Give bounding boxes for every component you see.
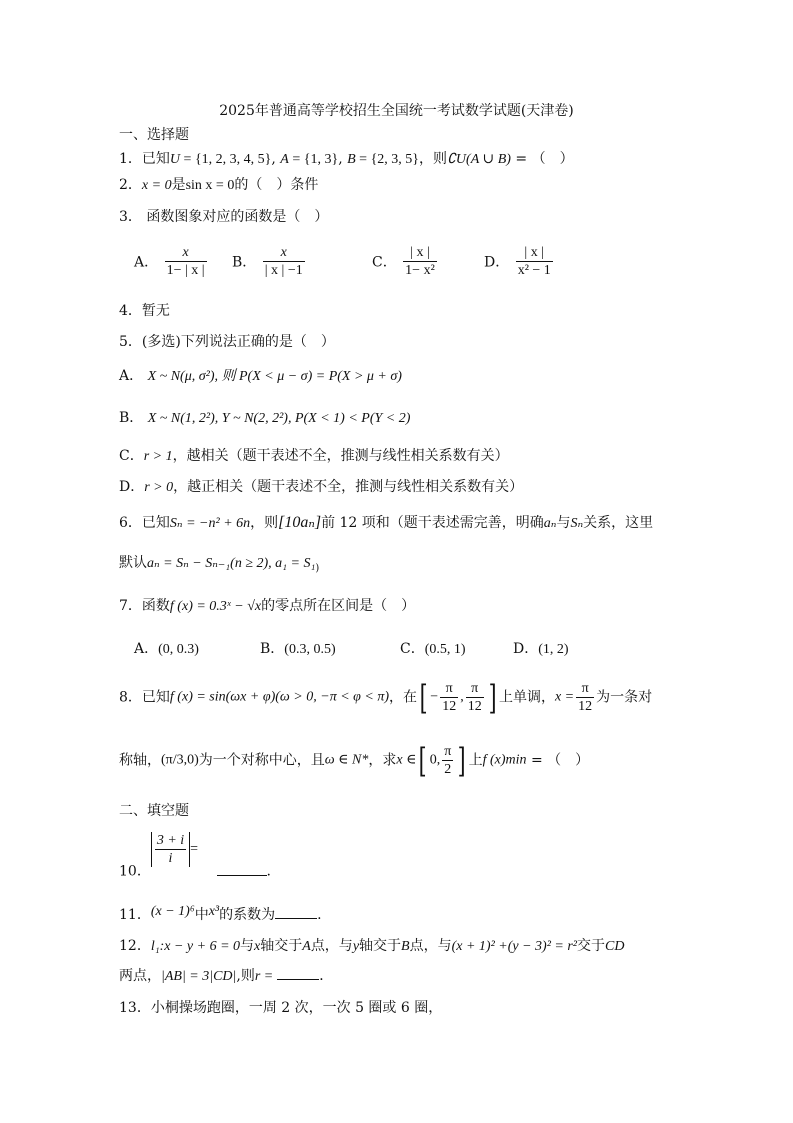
q3-option-d-letter: D． [484, 254, 510, 271]
q1-expression: ∁U(A ∪ B) [447, 152, 511, 167]
q2-condition-1: x = 0 [141, 178, 172, 193]
q3-option-a-numerator: x [182, 245, 189, 260]
q3-option-b-letter: B． [232, 254, 257, 271]
q1-set-b: B [347, 152, 356, 167]
q7-option-b [260, 638, 336, 658]
q6-an: aₙ [543, 516, 557, 531]
question-11 [119, 903, 322, 924]
q7-option-c-letter: C． [400, 641, 425, 657]
q6-close-paren: ) [315, 562, 320, 574]
q8-interval-right-numerator: π [471, 681, 479, 696]
question-4: 4．暂无 [119, 303, 170, 319]
q11-label: 11． [119, 907, 151, 923]
q3-option-b-fraction [263, 244, 305, 279]
q10-equals: = [190, 841, 199, 857]
q8-interval-comma: , [460, 689, 464, 705]
q12-points-cd: CD [605, 939, 625, 954]
q8-x-in: x ∈ [396, 752, 417, 768]
q12-period: ． [319, 968, 334, 984]
q11-tail: 的系数为 [219, 907, 276, 923]
question-1: 1．已知U = {1, 2, 3, 4, 5}, A = {1, 3}, B = {2, 3, 5}，则∁U(A ∪ B) = （ ） [119, 151, 574, 167]
q8-axis-fraction [576, 680, 594, 715]
question-2 [119, 176, 318, 195]
q11-x-cubed: x³ [208, 904, 220, 919]
q12-answer-blank[interactable] [277, 979, 319, 980]
q3-option-c [372, 244, 439, 279]
q7-option-b-letter: B． [260, 641, 285, 657]
q7-tail: 的零点所在区间是（ ） [261, 598, 416, 614]
q5-option-a-math: X ~ N(μ, σ²), 则 P(X < μ − σ) = P(X > μ + σ) [147, 369, 402, 384]
q5-option-c-math: r > 1 [143, 449, 173, 464]
q10-answer-blank[interactable] [217, 875, 267, 876]
q8-center-text: 为一个对称中心，且 [198, 752, 325, 769]
q12-circle-equation: (x + 1)² +(y − 3)² = r² [451, 939, 577, 954]
question-12-line-1 [119, 937, 624, 956]
q1-label: 1．已知 [119, 151, 170, 167]
q1-tail: = （ ） [510, 151, 574, 167]
q6-sn-formula: Sₙ = −n² + 6n [169, 516, 251, 531]
q8-f-min: f (x)min [482, 752, 527, 768]
q12-meet-3: 交于 [577, 938, 605, 954]
q10-numerator: 3 + i [156, 833, 185, 848]
q5-option-b-letter: B． [119, 410, 144, 426]
q8-interval-left-fraction [440, 680, 458, 715]
question-12-line-2 [119, 967, 333, 986]
q6-intro: 6．已知 [119, 515, 170, 531]
q8-interval-right-bracket: ] [488, 677, 497, 718]
q2-mid: 是 [171, 177, 186, 193]
q8-omega-set: ω ∈ N* [324, 752, 369, 768]
q5-option-b-math: X ~ N(1, 2²), Y ~ N(2, 2²), P(X < 1) < P(Y < 2) [147, 411, 411, 426]
q6-relation-note: 关系，这里 [583, 515, 654, 531]
q5-option-c [119, 447, 509, 466]
q8-range-numerator: π [444, 744, 452, 759]
q5-option-c-text: ，越相关（题干表述不全，推测与线性相关系数有关） [172, 448, 509, 464]
q8-axis-x: x = [554, 689, 575, 705]
q5-option-b [119, 409, 410, 428]
question-5: 5．(多选)下列说法正确的是（ ） [119, 334, 335, 350]
q11-in: 中 [194, 907, 209, 923]
q8-on: ，在 [389, 689, 418, 706]
q7-option-c [400, 638, 466, 658]
question-7 [119, 597, 415, 616]
q7-option-b-value: (0.3, 0.5) [284, 642, 336, 657]
q12-line-equation: l₁:x − y + 6 = 0 [150, 939, 241, 954]
q1-set-u-value: = {1, 2, 3, 4, 5} [180, 152, 272, 167]
question-8-line-1 [119, 677, 653, 718]
q12-then: ,则 [236, 968, 255, 984]
q8-symmetry-center: (π/3,0) [161, 752, 199, 768]
q6-then: ，则 [250, 515, 279, 531]
q3-option-d-fraction [516, 244, 553, 279]
q12-meet-1: 轴交于 [260, 938, 303, 954]
q12-two-points: 两点， [119, 968, 161, 984]
q8-minus-sign: − [430, 689, 439, 705]
q3-option-a-denominator: 1− | x | [166, 263, 205, 278]
q5-option-c-letter: C． [119, 448, 144, 464]
q2-label: 2． [119, 177, 142, 193]
section-heading-choice: 一、选择题 [119, 127, 189, 143]
q8-interval-right-fraction [466, 680, 484, 715]
q8-interval-left-bracket: [ [419, 677, 428, 718]
q12-point-text-1: 点，与 [310, 938, 353, 954]
q12-x-axis: x [254, 939, 261, 954]
q8-on-text: 上 [468, 752, 483, 769]
q8-axis-cont: 称轴， [119, 752, 161, 769]
q5-option-d-letter: D． [119, 479, 145, 495]
q5-option-d-text: ，越正相关（题干表述不全，推测与线性相关系数有关） [173, 479, 524, 495]
q5-option-a-letter: A． [119, 368, 144, 384]
q6-an-formula: aₙ = Sₙ − Sₙ₋₁(n ≥ 2), a₁ = S₁ [147, 556, 316, 571]
q5-option-d-math: r > 0 [144, 480, 174, 495]
q12-point-a: A [302, 939, 311, 954]
section-heading-fill: 二、填空题 [119, 803, 189, 819]
question-13: 13．小桐操场跑圈，一周 2 次，一次 5 圈或 6 圈， [119, 1000, 443, 1016]
question-6-line-1 [119, 514, 653, 533]
q1-set-b-value: = {2, 3, 5} [355, 152, 420, 167]
q12-r: r = [254, 969, 274, 984]
q8-axis-denominator: 12 [578, 699, 593, 714]
q3-option-c-fraction [403, 244, 437, 279]
q8-tail: = （ ） [526, 752, 590, 769]
q3-option-b-numerator: x [280, 245, 287, 260]
q10-absolute-value [151, 832, 190, 867]
q3-option-d [484, 244, 555, 279]
q3-option-a [134, 244, 209, 279]
q1-set-a: A [280, 152, 289, 167]
q8-interval-right-denominator: 12 [467, 699, 482, 714]
q8-find: ，求 [368, 752, 397, 769]
q8-range-fraction [442, 743, 453, 778]
q12-label: 12． [119, 938, 151, 954]
q7-option-d-letter: D． [513, 641, 539, 657]
q10-period: . [266, 863, 271, 880]
q12-y-axis: y [352, 939, 360, 954]
q3-option-a-fraction [165, 244, 207, 279]
q7-option-a-letter: A． [134, 641, 159, 657]
q12-point-text-2: 点，与 [409, 938, 452, 954]
q7-option-d-value: (1, 2) [538, 642, 569, 657]
question-6-line-2 [119, 554, 319, 578]
q3-option-a-letter: A． [134, 254, 159, 271]
q7-option-d [513, 638, 569, 658]
q10-denominator: i [155, 849, 186, 867]
q10-fraction [155, 832, 186, 867]
q3-option-c-letter: C． [372, 254, 397, 271]
q8-monotone: 上单调， [498, 689, 555, 706]
q8-intro: 8．已知 [119, 689, 170, 706]
q6-default: 默认 [119, 555, 147, 571]
q5-option-a [119, 367, 402, 386]
q1-set-a-value: = {1, 3} [288, 152, 339, 167]
q8-range-right-bracket: ] [457, 740, 466, 781]
q6-and: 与 [556, 515, 571, 531]
q8-interval-left-denominator: 12 [442, 699, 457, 714]
q8-function: f (x) = sin(ωx + φ)(ω > 0, −π < φ < π) [169, 689, 390, 705]
q6-floor-expression: [10aₙ] [278, 514, 322, 531]
q7-option-c-value: (0.5, 1) [424, 642, 466, 657]
q12-meet-2: 轴交于 [359, 938, 402, 954]
q7-label: 7．函数 [119, 598, 170, 614]
q8-interval-left-numerator: π [445, 681, 453, 696]
q8-axis-text: 为一条对 [596, 689, 653, 706]
q8-range-zero: 0, [429, 752, 441, 768]
q3-option-c-denominator: 1− x² [405, 263, 435, 278]
question-8-line-2 [119, 740, 590, 781]
q1-set-u: U [169, 152, 181, 167]
q11-answer-blank[interactable] [275, 918, 317, 919]
q2-tail: 的（ ）条件 [234, 177, 319, 193]
q3-option-b [232, 244, 307, 279]
q2-condition-2: sin x = 0 [185, 178, 235, 193]
q8-axis-numerator: π [581, 681, 589, 696]
page-title: 2025年普通高等学校招生全国统一考试数学试题(天津卷) [219, 103, 574, 119]
q12-point-b: B [401, 939, 410, 954]
question-10 [119, 832, 271, 881]
q5-option-d [119, 478, 523, 497]
q7-option-a [134, 638, 199, 658]
q3-option-b-denominator: | x | −1 [264, 263, 303, 278]
q10-label: 10． [119, 863, 151, 880]
q3-option-c-numerator: | x | [410, 245, 430, 260]
q3-option-d-numerator: | x | [524, 245, 545, 260]
q1-then: ，则 [419, 151, 448, 167]
q11-period: . [317, 907, 322, 923]
question-3: 3． 函数图象对应的函数是（ ） [119, 209, 329, 225]
q8-range-denominator: 2 [442, 760, 453, 778]
q11-binomial: (x − 1)⁶ [150, 904, 195, 919]
q7-function: f (x) = 0.3ˣ − √x [169, 599, 262, 614]
q12-length-relation: |AB| = 3|CD| [161, 969, 237, 984]
q8-range-left-bracket: [ [419, 740, 428, 781]
q6-sum-note: 前 12 项和（题干表述需完善，明确 [321, 515, 544, 531]
q7-option-a-value: (0, 0.3) [158, 642, 199, 657]
q6-sn: Sₙ [570, 516, 584, 531]
q12-with: 与 [240, 938, 255, 954]
q3-option-d-denominator: x² − 1 [517, 263, 551, 278]
